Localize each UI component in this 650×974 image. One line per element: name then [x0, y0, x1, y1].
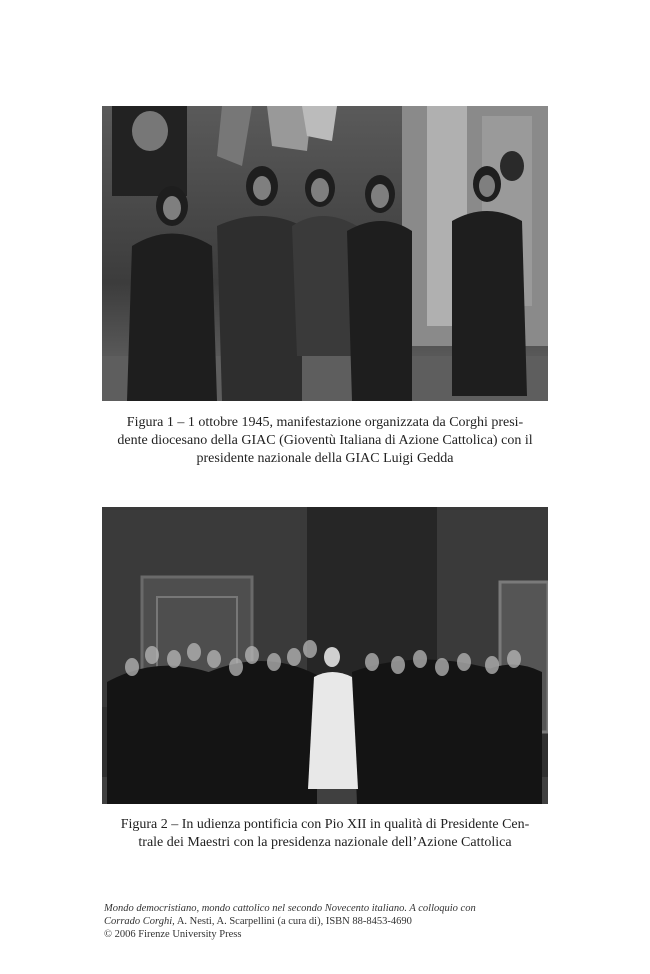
figure-1-caption-line-2: dente diocesano della GIAC (Gioventù Italiana di Azione Cattolica) con il: [117, 433, 533, 448]
footer-book-title-continued: Corrado Corghi,: [104, 916, 175, 927]
footer-book-title: Mondo democristiano, mondo cattolico nel secondo Novecento italiano. A colloquio con: [104, 903, 476, 914]
footer-book-details: [104, 915, 544, 928]
figure-1-caption: [95, 414, 555, 468]
figure-2-caption: [95, 816, 555, 852]
figure-2-photo-graphic: [102, 507, 548, 804]
figure-1-photo: [102, 106, 548, 401]
figure-2-caption-line-1: Figura 2 – In udienza pontificia con Pio XII in qualità di Presidente Cen-: [120, 817, 530, 832]
figure-1-caption-line-3: presidente nazionale della GIAC Luigi Gedda: [196, 451, 454, 466]
figure-2-caption-line-2: trale dei Maestri con la presidenza nazionale dell’Azione Cattolica: [138, 835, 512, 850]
footer-copyright: © 2006 Firenze University Press: [104, 929, 242, 940]
figure-2-photo: [102, 507, 548, 804]
page-footer: [104, 902, 544, 941]
figure-1-caption-line-1: Figura 1 – 1 ottobre 1945, manifestazione organizzata da Corghi presi-: [126, 415, 524, 430]
footer-editors-isbn: A. Nesti, A. Scarpellini (a cura di), ISBN 88-8453-4690: [174, 916, 412, 927]
figure-1-photo-graphic: [102, 106, 548, 401]
